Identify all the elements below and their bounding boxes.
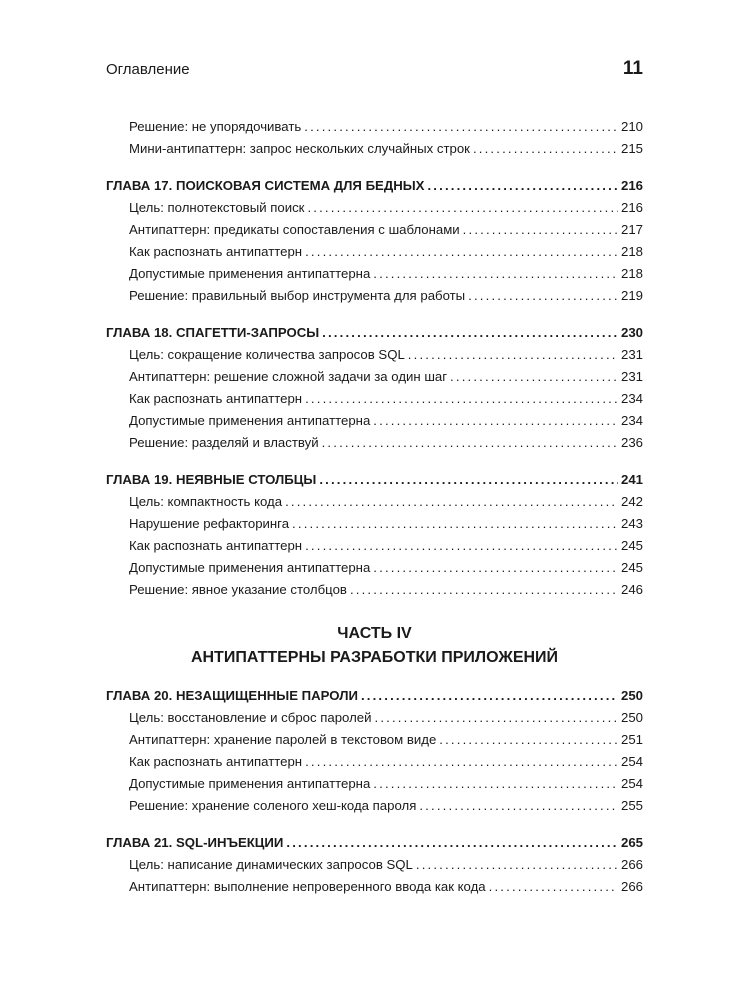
chapter-page: 230 <box>620 325 643 340</box>
toc-entry-page: 254 <box>620 776 643 791</box>
part-title: АНТИПАТТЕРНЫ РАЗРАБОТКИ ПРИЛОЖЕНИЙ <box>190 649 559 666</box>
toc-entry-title: Нарушение рефакторинга <box>129 516 290 531</box>
toc-entry-title: Допустимые применения антипаттерна <box>129 266 371 281</box>
toc-entry <box>106 116 643 138</box>
toc-entry <box>106 854 643 876</box>
toc-entry-title: Цель: написание динамических запросов SQL <box>129 857 413 872</box>
toc-entry-page: 218 <box>620 244 643 259</box>
leader-dots <box>286 831 618 854</box>
leader-dots <box>285 491 618 513</box>
toc-entry-title: Решение: разделяй и властвуй <box>129 435 319 450</box>
toc-entry-title: Цель: сокращение количества запросов SQL <box>129 347 405 362</box>
toc-entry-page: 246 <box>620 582 643 597</box>
leader-dots <box>489 876 618 898</box>
toc-entry-page: 231 <box>620 347 643 362</box>
toc-entry-page: 234 <box>620 413 643 428</box>
toc-entry-title: Мини-антипаттерн: запрос нескольких случайных строк <box>129 141 470 156</box>
toc-entry <box>106 344 643 366</box>
spacer <box>106 307 643 321</box>
leader-dots <box>416 854 618 876</box>
toc-entry <box>106 241 643 263</box>
toc-entry <box>106 366 643 388</box>
leader-dots <box>307 197 618 219</box>
toc-chapter-17 <box>106 174 643 197</box>
toc-entry-title: Как распознать антипаттерн <box>129 754 303 769</box>
part-heading <box>106 622 643 670</box>
toc-entry-title: Решение: хранение соленого хеш-кода пароля <box>129 798 417 813</box>
toc-entry <box>106 285 643 307</box>
chapter-title: ГЛАВА 21. SQL-ИНЪЕКЦИИ <box>106 835 284 850</box>
toc-entry <box>106 513 643 535</box>
toc-entry-title: Как распознать антипаттерн <box>129 538 303 553</box>
page-number: 11 <box>622 58 643 79</box>
chapter-title: ГЛАВА 18. СПАГЕТТИ-ЗАПРОСЫ <box>106 325 320 340</box>
chapter-page: 216 <box>620 178 643 193</box>
toc-entry <box>106 138 643 160</box>
toc-entry-title: Как распознать антипаттерн <box>129 391 303 406</box>
toc-entry-title: Цель: компактность кода <box>129 494 283 509</box>
leader-dots <box>408 344 618 366</box>
spacer <box>106 454 643 468</box>
toc-entry <box>106 263 643 285</box>
leader-dots <box>305 388 618 410</box>
toc-entry <box>106 773 643 795</box>
toc-entry-page: 266 <box>620 879 643 894</box>
table-of-contents <box>106 116 643 898</box>
toc-entry <box>106 707 643 729</box>
toc-entry-page: 251 <box>620 732 643 747</box>
toc-entry-page: 255 <box>620 798 643 813</box>
toc-entry-title: Решение: правильный выбор инструмента для работы <box>129 288 466 303</box>
part-number: ЧАСТЬ IV <box>337 625 412 642</box>
toc-entry <box>106 535 643 557</box>
toc-entry-page: 218 <box>620 266 643 281</box>
toc-entry <box>106 491 643 513</box>
leader-dots <box>450 366 618 388</box>
leader-dots <box>292 513 618 535</box>
leader-dots <box>373 557 618 579</box>
leader-dots <box>473 138 618 160</box>
toc-entry-page: 250 <box>620 710 643 725</box>
toc-entry-title: Антипаттерн: предикаты сопоставления с шаблонами <box>129 222 460 237</box>
toc-chapter-18 <box>106 321 643 344</box>
running-title: Оглавление <box>106 61 190 78</box>
toc-entry-page: 245 <box>620 538 643 553</box>
leader-dots <box>361 684 618 707</box>
leader-dots <box>322 432 618 454</box>
toc-entry <box>106 197 643 219</box>
toc-entry-title: Как распознать антипаттерн <box>129 244 303 259</box>
chapter-title: ГЛАВА 20. НЕЗАЩИЩЕННЫЕ ПАРОЛИ <box>106 688 358 703</box>
leader-dots <box>439 729 618 751</box>
toc-entry-page: 266 <box>620 857 643 872</box>
toc-entry-page: 215 <box>620 141 643 156</box>
toc-entry-page: 219 <box>620 288 643 303</box>
toc-entry-title: Цель: полнотекстовый поиск <box>129 200 305 215</box>
toc-entry-title: Антипаттерн: решение сложной задачи за один шаг <box>129 369 448 384</box>
toc-entry <box>106 557 643 579</box>
chapter-page: 250 <box>620 688 643 703</box>
toc-entry <box>106 795 643 817</box>
leader-dots <box>322 321 618 344</box>
toc-entry <box>106 579 643 601</box>
toc-entry <box>106 219 643 241</box>
toc-entry-title: Решение: не упорядочивать <box>129 119 302 134</box>
toc-entry-page: 242 <box>620 494 643 509</box>
leader-dots <box>304 116 618 138</box>
leader-dots <box>375 707 618 729</box>
toc-entry-page: 216 <box>620 200 643 215</box>
toc-entry-page: 236 <box>620 435 643 450</box>
toc-entry-title: Допустимые применения антипаттерна <box>129 776 371 791</box>
leader-dots <box>319 468 618 491</box>
toc-entry-page: 231 <box>620 369 643 384</box>
leader-dots <box>427 174 618 197</box>
toc-chapter-21 <box>106 831 643 854</box>
leader-dots <box>373 263 618 285</box>
leader-dots <box>373 410 618 432</box>
leader-dots <box>468 285 618 307</box>
toc-entry <box>106 388 643 410</box>
toc-entry-title: Антипаттерн: хранение паролей в текстовом виде <box>129 732 437 747</box>
toc-entry-page: 210 <box>620 119 643 134</box>
spacer <box>106 817 643 831</box>
leader-dots <box>305 535 618 557</box>
toc-entry-title: Антипаттерн: выполнение непроверенного ввода как кода <box>129 879 486 894</box>
toc-entry-page: 245 <box>620 560 643 575</box>
running-head <box>106 58 643 84</box>
leader-dots <box>419 795 618 817</box>
toc-entry <box>106 729 643 751</box>
toc-entry-page: 217 <box>620 222 643 237</box>
toc-entry-title: Допустимые применения антипаттерна <box>129 560 371 575</box>
toc-entry <box>106 432 643 454</box>
toc-entry-title: Решение: явное указание столбцов <box>129 582 347 597</box>
chapter-page: 265 <box>620 835 643 850</box>
leader-dots <box>463 219 618 241</box>
toc-entry-title: Допустимые применения антипаттерна <box>129 413 371 428</box>
toc-entry-page: 254 <box>620 754 643 769</box>
chapter-title: ГЛАВА 19. НЕЯВНЫЕ СТОЛБЦЫ <box>106 472 317 487</box>
toc-entry <box>106 876 643 898</box>
leader-dots <box>373 773 618 795</box>
toc-chapter-20 <box>106 684 643 707</box>
toc-entry-page: 243 <box>620 516 643 531</box>
toc-entry-title: Цель: восстановление и сброс паролей <box>129 710 372 725</box>
toc-chapter-19 <box>106 468 643 491</box>
chapter-title: ГЛАВА 17. ПОИСКОВАЯ СИСТЕМА ДЛЯ БЕДНЫХ <box>106 178 425 193</box>
chapter-page: 241 <box>620 472 643 487</box>
spacer <box>106 160 643 174</box>
leader-dots <box>305 751 618 773</box>
leader-dots <box>350 579 618 601</box>
toc-entry <box>106 410 643 432</box>
toc-entry-page: 234 <box>620 391 643 406</box>
leader-dots <box>305 241 618 263</box>
toc-entry <box>106 751 643 773</box>
